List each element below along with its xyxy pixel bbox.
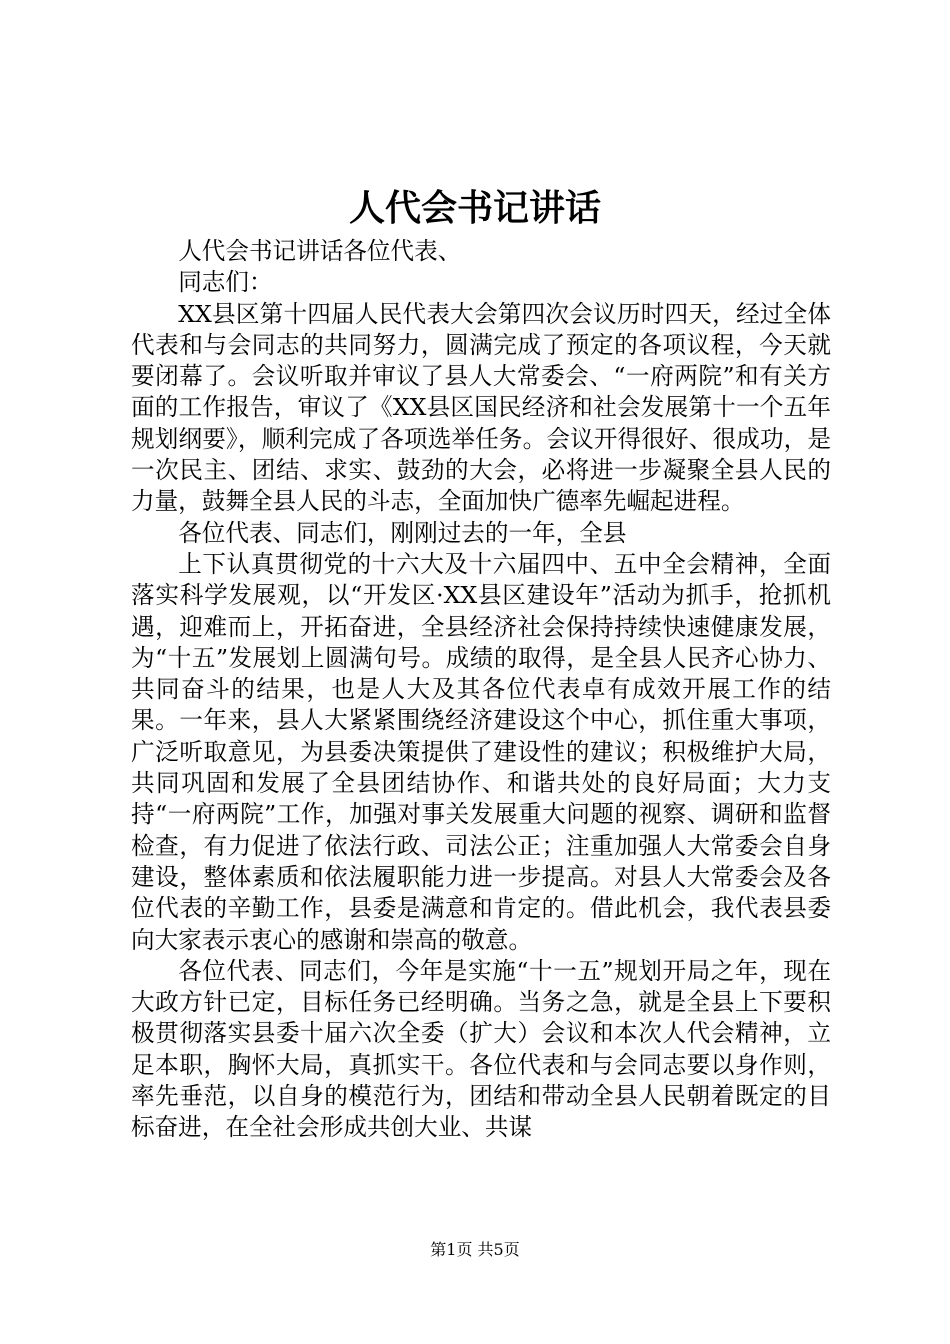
document-body [131, 236, 831, 1144]
paragraph-salutation-1: 人代会书记讲话各位代表、 [178, 237, 462, 265]
paragraph-past-year-intro: 各位代表、同志们，刚刚过去的一年，全县 [178, 518, 627, 547]
paragraph-tasks: 各位代表、同志们，今年是实施“十一五”规划开局之年，现在大政方针已定，目标任务已经明确。当务之急，就是全县上下要积极贯彻落实县委十届六次全委（扩大）会议和本次人代会精神，立足本职，胸怀大局，真抓实干。各位代表和与会同志要以身作则，率先垂范，以自身的模范行为，团结和带动全县人民朝着既定的目标奋进，在全社会形成共创大业、共谋 [131, 956, 831, 1142]
paragraph-achievements: 上下认真贯彻党的十六大及十六届四中、五中全会精神，全面落实科学发展观，以“开发区·XX县区建设年”活动为抓手，抢抓机遇，迎难而上，开拓奋进，全县经济社会保持持续快速健康发展，为“十五”发展划上圆满句号。成绩的取得，是全县人民齐心协力、共同奋斗的结果，也是人大及其各位代表卓有成效开展工作的结果。一年来，县人大紧紧围绕经济建设这个中心，抓住重大事项，广泛听取意见，为县委决策提供了建设性的建议；积极维护大局，共同巩固和发展了全县团结协作、和谐共处的良好局面；大力支持“一府两院”工作，加强对事关发展重大问题的视察、调研和监督检查，有力促进了依法行政、司法公正；注重加强人大常委会自身建设，整体素质和依法履职能力进一步提高。对县人大常委会及各位代表的辛勤工作，县委是满意和肯定的。借此机会，我代表县委向大家表示衷心的感谢和崇高的敬意。 [131, 549, 831, 954]
paragraph-salutation-2: 同志们： [178, 268, 273, 297]
document-title: 人代会书记讲话 [348, 187, 601, 229]
paragraph-meeting-summary: XX县区第十四届人民代表大会第四次会议历时四天，经过全体代表和与会同志的共同努力，圆满完成了预定的各项议程，今天就要闭幕了。会议听取并审议了县人大常委会、“一府两院”和有关方面的工作报告，审议了《XX县区国民经济和社会发展第十一个五年规划纲要》，顺利完成了各项选举任务。会议开得很好、很成功，是一次民主、团结、求实、鼓劲的大会，必将进一步凝聚全县人民的力量，鼓舞全县人民的斗志，全面加快广德率先崛起进程。 [131, 299, 831, 516]
page-number-footer: 第1页 共5页 [430, 1240, 520, 1259]
